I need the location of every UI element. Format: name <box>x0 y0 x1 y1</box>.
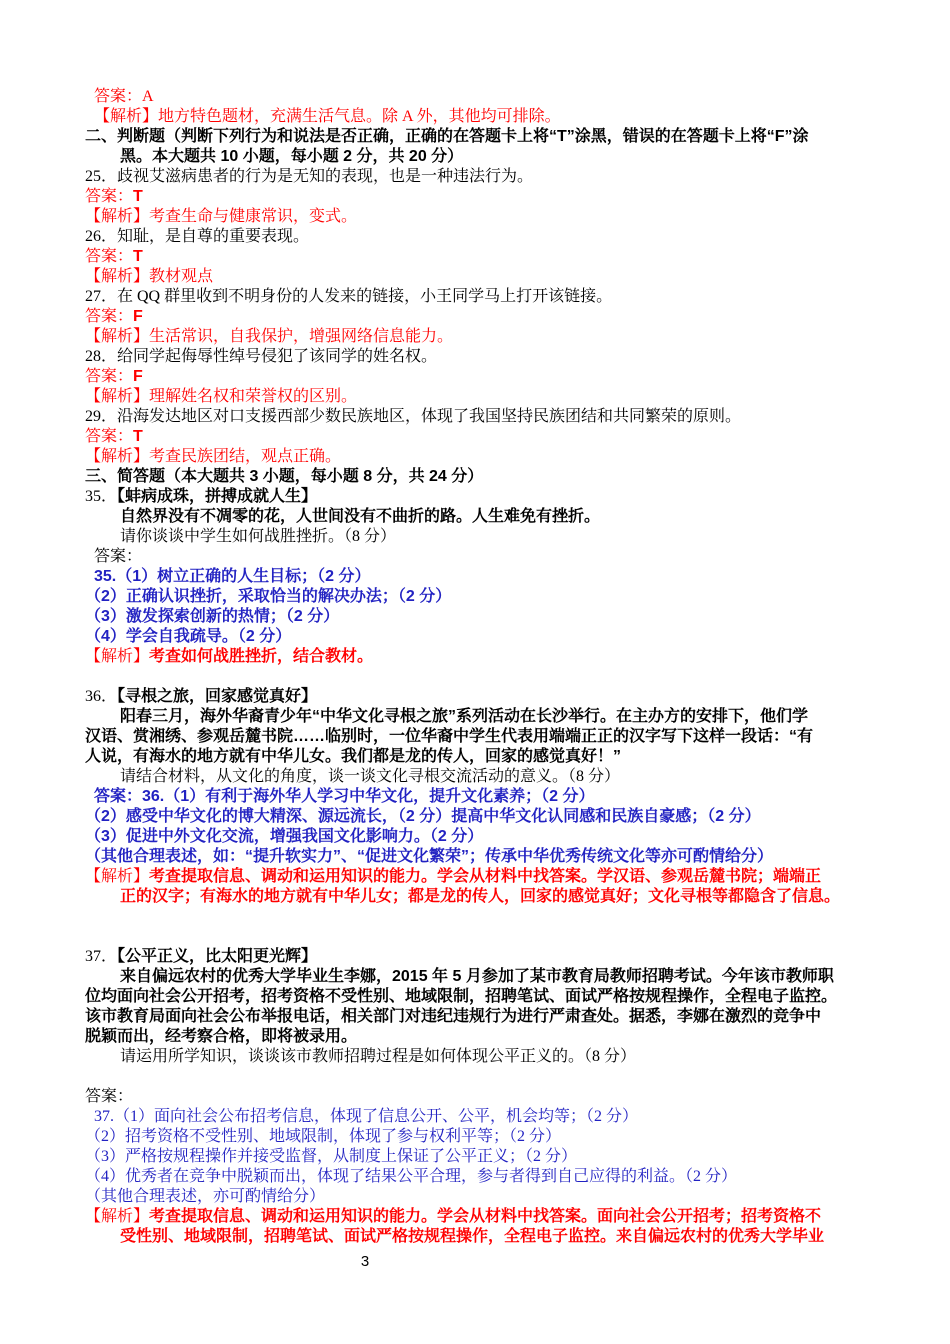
text-segment: 人说，有海水的地方就有中华儿女。我们都是龙的传人，回家的感觉真好！” <box>85 748 622 765</box>
analysis-25 <box>85 207 941 227</box>
analysis-29 <box>85 447 941 467</box>
question-35-material <box>85 507 941 527</box>
text-segment: 25．歧视艾滋病患者的行为是无知的表现，也是一种违法行为。 <box>85 168 534 185</box>
answer-35-label <box>85 547 941 567</box>
question-36-task <box>85 767 941 787</box>
text-segment: 【解析】考查民族团结，观点正确。 <box>85 448 342 465</box>
answer-24 <box>85 87 941 107</box>
text-segment: 26．知耻，是自尊的重要表现。 <box>85 228 310 245</box>
analysis-37-line-2 <box>85 1227 941 1247</box>
question-37-task <box>85 1047 941 1067</box>
answer-36-point-3 <box>85 827 941 847</box>
text-segment: F <box>133 368 143 385</box>
text-segment: （其他合理表述，如：“提升软实力”、“促进文化繁荣”；传承中华优秀传统文化等亦可酌情给分） <box>85 848 774 865</box>
text-segment: （3）严格按规程操作并接受监督，从制度上保证了公平正义；（2 分） <box>85 1148 578 1165</box>
text-segment: 29．沿海发达地区对口支援西部少数民族地区，体现了我国坚持民族团结和共同繁荣的原则。 <box>85 408 742 425</box>
text-segment: 考查提取信息、调动和运用知识的能力。学会从材料中找答案。面向社会公开招考；招考资格不 <box>149 1208 822 1225</box>
answer-35-point-1 <box>85 567 941 587</box>
analysis-26 <box>85 267 941 287</box>
text-segment: 【解析】 <box>85 868 150 885</box>
text-segment: （2）招考资格不受性别、地域限制，体现了参与权利平等；（2 分） <box>85 1128 562 1145</box>
text-segment: 三、简答题（本大题共 3 小题，每小题 8 分，共 24 分） <box>85 468 484 485</box>
text-segment: 35.（1）树立正确的人生目标；（2 分） <box>94 568 371 585</box>
answer-37-label <box>85 1087 941 1107</box>
blank-line <box>85 927 941 947</box>
section-2-heading-line-1 <box>85 127 941 147</box>
text-segment: 请结合材料，从文化的角度，谈一谈文化寻根交流活动的意义。（8 分） <box>120 768 621 785</box>
question-29 <box>85 407 941 427</box>
answer-28 <box>85 367 941 387</box>
question-37-material-4 <box>85 1027 941 1047</box>
text-segment: 受性别、地域限制，招聘笔试、面试严格按规程操作，全程电子监控。来自偏远农村的优秀大学毕业 <box>120 1228 825 1245</box>
answer-37-note <box>85 1187 941 1207</box>
text-segment: 阳春三月，海外华裔青少年“中华文化寻根之旅”系列活动在长沙举行。在主办方的安排下，他们学 <box>120 708 809 725</box>
text-segment: 黑。本大题共 10 小题，每小题 2 分，共 20 分） <box>120 148 464 165</box>
document-content <box>85 87 941 1247</box>
text-segment: 【解析】 <box>85 1208 150 1225</box>
text-segment: 考查提取信息、调动和运用知识的能力。学会从材料中找答案。学汉语、参观岳麓书院；端端正 <box>149 868 822 885</box>
question-26 <box>85 227 941 247</box>
text-segment: 【解析】教材观点 <box>85 268 214 285</box>
text-segment: 答案： <box>94 548 143 565</box>
text-segment: 来自偏远农村的优秀大学毕业生李娜，2015 年 5 月参加了某市教育局教师招聘考试。今年该市教师职 <box>120 968 834 985</box>
answer-35-point-3 <box>85 607 941 627</box>
text-segment: 位均面向社会公开招考，招考资格不受性别、地域限制，招聘笔试、面试严格按规程操作，全程电子监控。 <box>85 988 838 1005</box>
blank-line <box>85 907 941 927</box>
text-segment: 答案：A <box>94 88 154 105</box>
answer-26 <box>85 247 941 267</box>
section-3-heading <box>85 467 941 487</box>
text-segment: 自然界没有不凋零的花，人世间没有不曲折的路。人生难免有挫折。 <box>120 508 601 525</box>
text-segment: 【解析】 <box>85 648 150 665</box>
text-segment: （2）正确认识挫折，采取恰当的解决办法；（2 分） <box>85 588 452 605</box>
question-25 <box>85 167 941 187</box>
text-segment: （3）促进中外文化交流，增强我国文化影响力。（2 分） <box>85 828 484 845</box>
text-segment: 该市教育局面向社会公布举报电话，相关部门对违纪违规行为进行严肃查处。据悉，李娜在激烈的竞争中 <box>85 1008 822 1025</box>
question-37-title <box>85 947 941 967</box>
answer-27 <box>85 307 941 327</box>
question-36-title <box>85 687 941 707</box>
answer-37-point-1 <box>85 1107 941 1127</box>
text-segment: 27．在 QQ 群里收到不明身份的人发来的链接，小王同学马上打开该链接。 <box>85 288 613 305</box>
question-37-material-1 <box>85 967 941 987</box>
text-segment: 【解析】考查生命与健康常识，变式。 <box>85 208 358 225</box>
text-segment: 【寻根之旅，回家感觉真好】 <box>117 688 318 705</box>
text-segment: 请运用所学知识，谈谈该市教师招聘过程是如何体现公平正义的。（8 分） <box>120 1048 637 1065</box>
answer-36-note <box>85 847 941 867</box>
text-segment: （2）感受中华文化的博大精深、源远流长，（2 分）提高中华文化认同感和民族自豪感；（2 分） <box>85 808 761 825</box>
text-segment: 37.（1）面向社会公布招考信息，体现了信息公开、公平，机会均等；（2 分） <box>94 1108 639 1125</box>
analysis-36-line-1 <box>85 867 941 887</box>
answer-37-point-2 <box>85 1127 941 1147</box>
analysis-28 <box>85 387 941 407</box>
question-35-task <box>85 527 941 547</box>
text-segment: 【蚌病成珠，拼搏成就人生】 <box>117 488 318 505</box>
answer-35-point-2 <box>85 587 941 607</box>
answer-29 <box>85 427 941 447</box>
text-segment: 37． <box>85 948 118 965</box>
text-segment: 【解析】地方特色题材，充满生活气息。除 A 外，其他均可排除。 <box>94 108 561 125</box>
text-segment: 答案： <box>85 308 134 325</box>
text-segment: T <box>133 188 143 205</box>
answer-36-point-2 <box>85 807 941 827</box>
analysis-35 <box>85 647 941 667</box>
analysis-36-line-2 <box>85 887 941 907</box>
section-2-heading-line-2 <box>85 147 941 167</box>
text-segment: 答案： <box>85 368 134 385</box>
analysis-27 <box>85 327 941 347</box>
answer-25 <box>85 187 941 207</box>
text-segment: 答案： <box>85 428 134 445</box>
question-36-material-1 <box>85 707 941 727</box>
text-segment: 答案： <box>85 1088 134 1105</box>
text-segment: 二、判断题（判断下列行为和说法是否正确，正确的在答题卡上将“T”涂黑，错误的在答题卡上将“F”涂 <box>85 128 809 145</box>
text-segment: 答案：36.（1）有利于海外华人学习中华文化，提升文化素养；（2 分） <box>94 788 595 805</box>
text-segment: F <box>133 308 143 325</box>
text-segment: 35． <box>85 488 118 505</box>
text-segment: 【解析】理解姓名权和荣誉权的区别。 <box>85 388 358 405</box>
text-segment: T <box>133 248 143 265</box>
question-28 <box>85 347 941 367</box>
blank-line <box>85 1067 941 1087</box>
question-37-material-2 <box>85 987 941 1007</box>
text-segment: 考查如何战胜挫折，结合教材。 <box>149 648 374 665</box>
text-segment: 汉语、赏湘绣、参观岳麓书院……临别时，一位华裔中学生代表用端端正正的汉字写下这样一段话：“有 <box>85 728 814 745</box>
text-segment: （其他合理表述，亦可酌情给分） <box>85 1188 326 1205</box>
text-segment: 【解析】生活常识，自我保护，增强网络信息能力。 <box>85 328 454 345</box>
analysis-37-line-1 <box>85 1207 941 1227</box>
question-36-material-2 <box>85 727 941 747</box>
analysis-24 <box>85 107 941 127</box>
question-27 <box>85 287 941 307</box>
text-segment: 请你谈谈中学生如何战胜挫折。（8 分） <box>120 528 397 545</box>
text-segment: 【公平正义，比太阳更光辉】 <box>117 948 318 965</box>
blank-line <box>85 667 941 687</box>
text-segment: 答案： <box>85 188 134 205</box>
text-segment: （3）激发探索创新的热情；（2 分） <box>85 608 340 625</box>
text-segment: T <box>133 428 143 445</box>
text-segment: 28．给同学起侮辱性绰号侵犯了该同学的姓名权。 <box>85 348 438 365</box>
text-segment: 36． <box>85 688 118 705</box>
question-35-title <box>85 487 941 507</box>
text-segment: 正的汉字；有海水的地方就有中华儿女；都是龙的传人，回家的感觉真好；文化寻根等都隐含了信息。 <box>120 888 841 905</box>
answer-37-point-4 <box>85 1167 941 1187</box>
text-segment: 答案： <box>85 248 134 265</box>
text-segment: 脱颖而出，经考察合格，即将被录用。 <box>85 1028 358 1045</box>
text-segment: （4）优秀者在竞争中脱颖而出，体现了结果公平合理，参与者得到自己应得的利益。（2 分） <box>85 1168 738 1185</box>
answer-36-point-1 <box>85 787 941 807</box>
question-36-material-3 <box>85 747 941 767</box>
page-number: 3 <box>360 1253 370 1270</box>
text-segment: （4）学会自我疏导。（2 分） <box>85 628 292 645</box>
question-37-material-3 <box>85 1007 941 1027</box>
answer-37-point-3 <box>85 1147 941 1167</box>
answer-35-point-4 <box>85 627 941 647</box>
